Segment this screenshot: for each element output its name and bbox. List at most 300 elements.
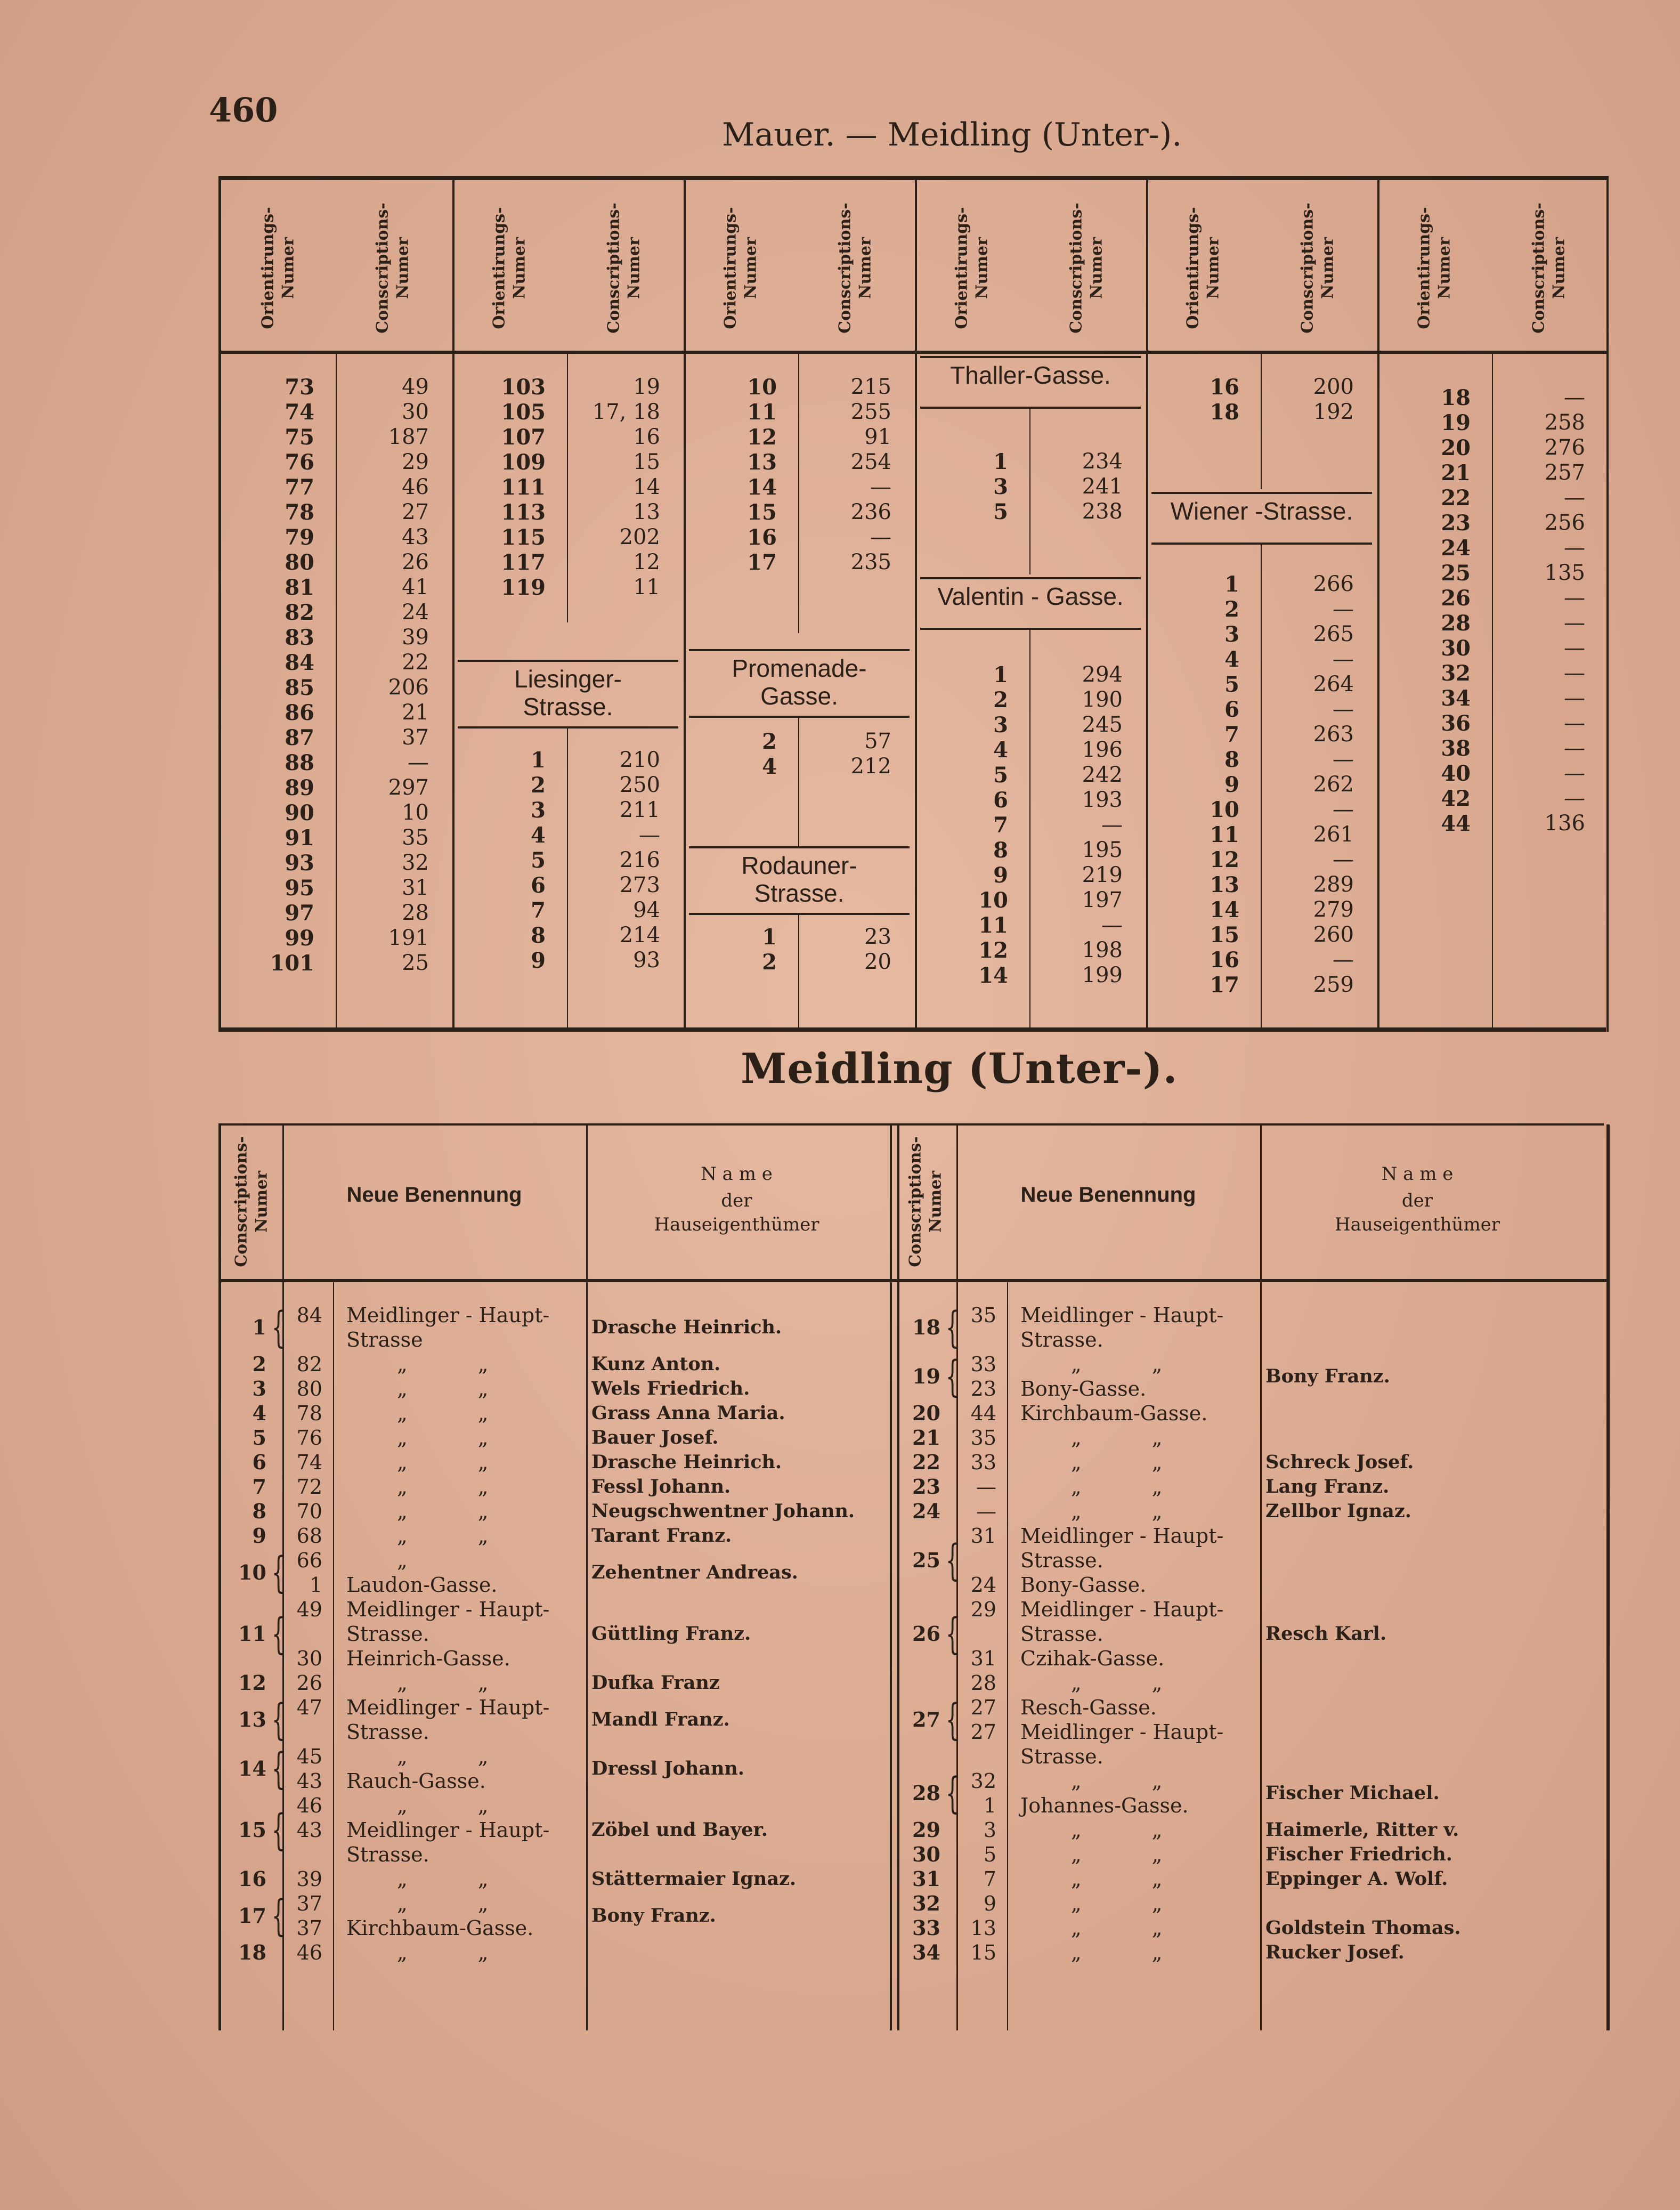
orient-number: 13 (747, 450, 777, 475)
orient-number: 1 (993, 449, 1008, 474)
consc-number: 256 (1544, 511, 1585, 535)
consc-number: 17, 18 (592, 400, 660, 424)
orient-number: 97 (285, 901, 314, 926)
house-number: 31 (970, 1524, 996, 1548)
consc-number: 21 (912, 1426, 940, 1450)
street-name: Kirchbaum-Gasse. (1020, 1402, 1208, 1425)
street-name: Meidlinger - Haupt- (1020, 1598, 1224, 1621)
owner-name: Bony Franz. (1265, 1365, 1390, 1387)
orient-number: 30 (1441, 636, 1471, 661)
consc-number: 24 (402, 600, 429, 625)
consc-number: 11 (238, 1622, 266, 1646)
street-name: „ „ (397, 1475, 521, 1499)
street-name: Strasse. (346, 1720, 429, 1744)
consc-number: 37 (402, 725, 429, 750)
owner-name: Grass Anna Maria. (591, 1402, 785, 1424)
street-heading: Rodauner- Strasse. (741, 852, 857, 907)
house-number: 72 (296, 1475, 322, 1499)
name-header: N a m e (701, 1163, 773, 1185)
consc-number: 279 (1313, 897, 1354, 922)
orient-number: 77 (285, 475, 314, 500)
consc-number: 27 (402, 500, 429, 524)
orient-number: 82 (285, 600, 314, 625)
street-name: Strasse. (1020, 1622, 1103, 1646)
orient-number: 113 (501, 500, 546, 525)
consc-number: 198 (1082, 938, 1123, 962)
owner-name: Mandl Franz. (591, 1709, 730, 1730)
brace: { (945, 1768, 960, 1818)
orient-number: 111 (501, 475, 546, 500)
owner-name: Haimerle, Ritter v. (1265, 1819, 1459, 1841)
section-rule (458, 660, 678, 662)
house-number: 33 (970, 1353, 996, 1376)
consc-number: 31 (912, 1867, 940, 1891)
orient-number: 5 (993, 763, 1008, 788)
orient-number: 3 (993, 474, 1008, 499)
consc-number: 20 (912, 1401, 940, 1425)
street-name: Johannes-Gasse. (1020, 1794, 1189, 1817)
street-name: Meidlinger - Haupt- (346, 1696, 550, 1719)
consc-number: 200 (1313, 375, 1354, 399)
consc-number: 219 (1082, 863, 1123, 887)
orient-number: 79 (285, 525, 314, 550)
consc-number: 258 (1544, 410, 1585, 435)
house-number: 32 (970, 1769, 996, 1793)
orient-number: 103 (501, 375, 546, 400)
consc-number: 46 (402, 475, 429, 499)
consc-number: 29 (402, 450, 429, 474)
street-name: „ „ (397, 1671, 521, 1695)
house-number: 27 (970, 1696, 996, 1719)
owner-name: Goldstein Thomas. (1265, 1917, 1461, 1939)
consc-number: — (1564, 711, 1585, 735)
consc-number: 215 (850, 375, 891, 399)
orient-number: 34 (1441, 686, 1471, 711)
consc-number: 5 (252, 1426, 266, 1450)
orient-header-text: Orientirungs- Numer (952, 207, 992, 329)
consc-number: 257 (1544, 460, 1585, 485)
orient-number: 17 (747, 550, 777, 575)
street-name: Kirchbaum-Gasse. (346, 1916, 534, 1940)
consc-number: 16 (238, 1867, 266, 1891)
orient-number: 8 (993, 838, 1008, 863)
owner-name: Drasche Heinrich. (591, 1451, 782, 1473)
orient-number: 14 (1210, 897, 1239, 922)
house-number: 1 (309, 1573, 322, 1597)
orient-number: 13 (1210, 872, 1239, 897)
street-heading: Promenade- Gasse. (732, 654, 867, 710)
house-number: 74 (296, 1451, 322, 1474)
street-heading: Liesinger- Strasse. (514, 665, 622, 721)
consc-number: 25 (402, 951, 429, 975)
consc-number: — (1564, 611, 1585, 635)
owner-name: Fischer Friedrich. (1265, 1843, 1452, 1865)
orient-number: 22 (1441, 485, 1471, 511)
street-heading: Wiener -Strasse. (1170, 497, 1353, 525)
owner-name: Stättermaier Ignaz. (591, 1868, 797, 1890)
page-number: 460 (209, 91, 278, 129)
orient-number: 40 (1441, 761, 1471, 786)
orient-number: 3 (993, 713, 1008, 738)
consc-number: 18 (912, 1315, 940, 1339)
orient-number: 5 (531, 848, 546, 873)
orient-number: 26 (1441, 586, 1471, 611)
house-number: 44 (970, 1402, 996, 1425)
orient-number: 38 (1441, 736, 1471, 761)
street-name: „ „ (1071, 1892, 1195, 1915)
owner-name: Bauer Josef. (591, 1427, 719, 1448)
street-name: Resch-Gasse. (1020, 1696, 1157, 1719)
consc-number: — (1333, 647, 1354, 671)
consc-number: 25 (912, 1548, 940, 1572)
consc-number: 32 (912, 1891, 940, 1915)
consc-number: 23 (912, 1475, 940, 1499)
consc-number: 235 (850, 550, 891, 574)
consc-number: 191 (388, 926, 429, 950)
orient-number: 44 (1441, 811, 1471, 836)
orient-number: 18 (1210, 400, 1239, 425)
consc-number: 31 (402, 876, 429, 900)
consc-number: 266 (1313, 572, 1354, 596)
orient-number: 95 (285, 876, 314, 901)
orient-number: 19 (1441, 410, 1471, 435)
consc-number: 22 (402, 650, 429, 675)
consc-number: — (1564, 586, 1585, 610)
orient-number: 6 (531, 873, 546, 898)
section-rule (689, 846, 910, 848)
street-name: Bony-Gasse. (1020, 1377, 1147, 1401)
consc-number: 3 (252, 1377, 266, 1401)
street-name: Heinrich-Gasse. (346, 1647, 510, 1670)
street-name: Meidlinger - Haupt- (346, 1304, 550, 1327)
upper-table (218, 176, 1609, 1032)
orient-number: 2 (531, 773, 546, 798)
street-heading: Thaller-Gasse. (950, 361, 1111, 389)
consc-number: 27 (912, 1707, 940, 1731)
orient-header (915, 201, 1029, 335)
orient-number: 7 (1224, 722, 1239, 747)
orient-number: 24 (1441, 536, 1471, 561)
brace: { (945, 1351, 960, 1401)
orient-number: 6 (993, 788, 1008, 813)
brace: { (271, 1548, 286, 1597)
consc-number: 28 (402, 901, 429, 925)
consc-number: 196 (1082, 738, 1123, 762)
section-rule (689, 649, 910, 651)
owner-name: Dufka Franz (591, 1672, 720, 1694)
orient-header-text: Orientirungs- Numer (258, 207, 298, 329)
street-name: „ „ (1071, 1941, 1195, 1964)
orient-number: 5 (993, 499, 1008, 524)
street-name: „ „ (397, 1451, 521, 1474)
house-number: 1 (983, 1794, 996, 1817)
der-header: der (1401, 1190, 1433, 1211)
street-name: „ „ (397, 1524, 521, 1548)
consc-number: — (1564, 786, 1585, 811)
owner-name: Kunz Anton. (591, 1353, 721, 1375)
orient-number: 115 (501, 525, 546, 550)
consc-header (1261, 201, 1375, 335)
consc-number: 206 (388, 675, 429, 700)
consc-number: 4 (252, 1401, 266, 1425)
consc-number: 254 (850, 450, 891, 474)
orient-number: 8 (1224, 747, 1239, 772)
street-name: Meidlinger - Haupt- (1020, 1720, 1224, 1744)
house-number: 23 (970, 1377, 996, 1401)
owner-name: Zehentner Andreas. (591, 1561, 798, 1583)
consc-number: — (1564, 636, 1585, 660)
consc-number: 135 (1544, 561, 1585, 585)
consc-number: 10 (402, 800, 429, 825)
owner-name: Resch Karl. (1265, 1623, 1387, 1645)
orient-number: 99 (285, 926, 314, 951)
section-rule (1151, 492, 1372, 494)
consc-number: 10 (238, 1560, 266, 1584)
consc-number: 17 (238, 1904, 266, 1928)
orient-number: 23 (1441, 511, 1471, 536)
orient-header-text: Orientirungs- Numer (490, 207, 529, 329)
house-number: 84 (296, 1304, 322, 1327)
street-name: Bony-Gasse. (1020, 1573, 1147, 1597)
street-name: Strasse. (1020, 1745, 1103, 1768)
house-number: 43 (296, 1818, 322, 1842)
orient-number: 25 (1441, 561, 1471, 586)
orient-number: 12 (978, 938, 1008, 963)
consc-number: 234 (1082, 449, 1123, 474)
consc-header-text: Conscriptions- Numer (906, 1136, 945, 1267)
orient-number: 83 (285, 625, 314, 650)
consc-number: 34 (912, 1940, 940, 1964)
consc-number: 261 (1313, 822, 1354, 847)
consc-number: 13 (238, 1707, 266, 1731)
street-name: Meidlinger - Haupt- (1020, 1524, 1224, 1548)
consc-number: 216 (619, 848, 660, 872)
consc-number: 263 (1313, 722, 1354, 747)
owner-name: Rucker Josef. (1265, 1941, 1405, 1963)
consc-number: 199 (1082, 963, 1123, 987)
house-number: 31 (970, 1647, 996, 1670)
consc-number: 242 (1082, 763, 1123, 787)
neue-benennung-header: Neue Benennung (346, 1183, 522, 1207)
consc-number: 28 (912, 1781, 940, 1805)
consc-number: 13 (633, 500, 660, 524)
orient-header (684, 201, 798, 335)
owner-name: Neugschwentner Johann. (591, 1500, 855, 1522)
street-name: „ „ (1071, 1671, 1195, 1695)
consc-number: 26 (912, 1622, 940, 1646)
name-header: N a m e (1381, 1163, 1454, 1185)
consc-number: 265 (1313, 622, 1354, 646)
street-name: „ „ (1071, 1867, 1195, 1891)
street-name: „ „ (397, 1941, 521, 1964)
consc-number: 11 (633, 575, 660, 600)
consc-number: 136 (1544, 811, 1585, 836)
brace: { (945, 1302, 960, 1352)
orient-number: 7 (531, 898, 546, 923)
orient-number: 105 (501, 400, 546, 425)
house-number: 35 (970, 1304, 996, 1327)
house-number: 37 (296, 1892, 322, 1915)
owner-name: Fischer Michael. (1265, 1782, 1440, 1804)
house-number: 45 (296, 1745, 322, 1768)
orient-number: 6 (1224, 697, 1239, 722)
house-number: 76 (296, 1426, 322, 1450)
orient-number: 17 (1210, 973, 1239, 998)
house-number: 70 (296, 1500, 322, 1523)
house-number: 3 (983, 1818, 996, 1842)
consc-header-text: Conscriptions- Numer (232, 1136, 271, 1267)
orient-number: 20 (1441, 435, 1471, 460)
consc-number: 18 (238, 1940, 266, 1964)
consc-number: 30 (912, 1842, 940, 1866)
consc-number: — (1564, 736, 1585, 760)
consc-header-text: Conscriptions- Numer (1067, 203, 1106, 334)
consc-number: 93 (633, 948, 660, 973)
consc-number: — (1101, 813, 1123, 837)
brace: { (271, 1302, 286, 1352)
house-number: 7 (983, 1867, 996, 1891)
consc-number: 187 (388, 425, 429, 449)
street-name: „ „ (1071, 1353, 1195, 1376)
consc-number: 24 (912, 1499, 940, 1523)
consc-number: 57 (864, 729, 891, 754)
owner-header: Hauseigenthümer (654, 1214, 819, 1235)
orient-number: 32 (1441, 661, 1471, 686)
orient-number: 14 (978, 963, 1008, 988)
section-title: Meidling (Unter-). (741, 1045, 1178, 1093)
consc-number: — (408, 750, 429, 775)
consc-number: 19 (912, 1364, 940, 1388)
street-name: „ „ (1071, 1451, 1195, 1474)
orient-number: 11 (747, 400, 777, 425)
street-name: Strasse. (1020, 1328, 1103, 1351)
house-number: — (976, 1500, 996, 1523)
house-number: 33 (970, 1451, 996, 1474)
consc-number: 43 (402, 525, 429, 549)
consc-number: 190 (1082, 687, 1123, 712)
street-name: „ „ (397, 1353, 521, 1376)
orient-number: 85 (285, 675, 314, 700)
orient-number: 76 (285, 450, 314, 475)
owner-name: Bony Franz. (591, 1905, 716, 1926)
street-name: „ „ (397, 1892, 521, 1915)
orient-header (1146, 201, 1261, 335)
owner-name: Drasche Heinrich. (591, 1316, 782, 1338)
street-name: „ „ (397, 1426, 521, 1450)
consc-header-text: Conscriptions- Numer (1298, 203, 1337, 334)
house-number: 68 (296, 1524, 322, 1548)
consc-number: 297 (388, 775, 429, 800)
orient-number: 1 (762, 925, 777, 950)
brace: { (271, 1744, 286, 1793)
orient-number: 15 (1210, 922, 1239, 948)
consc-number: — (1564, 661, 1585, 685)
orient-number: 89 (285, 775, 314, 800)
consc-number: 33 (912, 1916, 940, 1940)
consc-number: 29 (912, 1818, 940, 1842)
consc-number: 195 (1082, 838, 1123, 862)
consc-header (221, 1135, 282, 1268)
consc-number: 214 (619, 923, 660, 948)
consc-number: 255 (850, 400, 891, 424)
orient-number: 84 (285, 650, 314, 675)
consc-number: 236 (850, 500, 891, 524)
neue-benennung-header: Neue Benennung (1020, 1183, 1196, 1207)
house-number: 49 (296, 1598, 322, 1621)
orient-number: 86 (285, 700, 314, 725)
street-name: Strasse. (1020, 1549, 1103, 1572)
street-name: „ „ (1071, 1500, 1195, 1523)
consc-number: 16 (633, 425, 660, 449)
street-heading: Valentin - Gasse. (937, 582, 1124, 610)
orient-number: 4 (993, 738, 1008, 763)
orient-number: 101 (270, 951, 314, 976)
consc-number: — (1564, 686, 1585, 710)
consc-number: — (1333, 597, 1354, 621)
orient-number: 2 (762, 729, 777, 754)
consc-header (798, 201, 913, 335)
orient-number: 21 (1441, 460, 1471, 485)
street-name: Meidlinger - Haupt- (1020, 1304, 1224, 1327)
street-name: „ (397, 1549, 440, 1572)
consc-header-text: Conscriptions- Numer (1529, 203, 1569, 334)
street-name: „ „ (397, 1402, 521, 1425)
consc-number: — (870, 525, 891, 549)
consc-number: 49 (402, 375, 429, 399)
lower-table (218, 1124, 1610, 2030)
street-name: „ „ (1071, 1843, 1195, 1866)
orient-number: 2 (762, 950, 777, 975)
orient-header (1377, 201, 1492, 335)
orient-number: 80 (285, 550, 314, 575)
house-number: 46 (296, 1941, 322, 1964)
consc-number: — (1564, 385, 1585, 410)
orient-number: 12 (747, 425, 777, 450)
consc-number: 15 (238, 1818, 266, 1842)
orient-number: 16 (1210, 375, 1239, 400)
consc-header (1492, 201, 1606, 335)
consc-number: 19 (633, 375, 660, 399)
consc-number: 192 (1313, 400, 1354, 424)
orient-number: 11 (1210, 822, 1239, 847)
house-number: 78 (296, 1402, 322, 1425)
orient-number: 8 (531, 923, 546, 948)
orient-number: 36 (1441, 711, 1471, 736)
consc-number: 245 (1082, 713, 1123, 737)
street-name: „ „ (1071, 1475, 1195, 1499)
consc-number: 12 (238, 1671, 266, 1695)
consc-number: — (1564, 485, 1585, 510)
consc-number: 14 (238, 1756, 266, 1780)
consc-number: — (1333, 747, 1354, 772)
house-number: 13 (970, 1916, 996, 1940)
orient-number: 78 (285, 500, 314, 525)
street-name: Strasse. (346, 1622, 429, 1646)
house-number: 5 (983, 1843, 996, 1866)
orient-number: 81 (285, 575, 314, 600)
orient-number: 119 (501, 575, 546, 600)
consc-number: — (1564, 536, 1585, 560)
street-name: Meidlinger - Haupt- (346, 1818, 550, 1842)
street-name: „ „ (397, 1745, 521, 1768)
brace: { (945, 1535, 960, 1585)
consc-number: 238 (1082, 499, 1123, 524)
consc-header-text: Conscriptions- Numer (604, 203, 644, 334)
consc-header-text: Conscriptions- Numer (835, 203, 875, 334)
orient-header-text: Orientirungs- Numer (1415, 207, 1454, 329)
consc-number: 8 (252, 1499, 266, 1523)
consc-number: — (870, 475, 891, 499)
